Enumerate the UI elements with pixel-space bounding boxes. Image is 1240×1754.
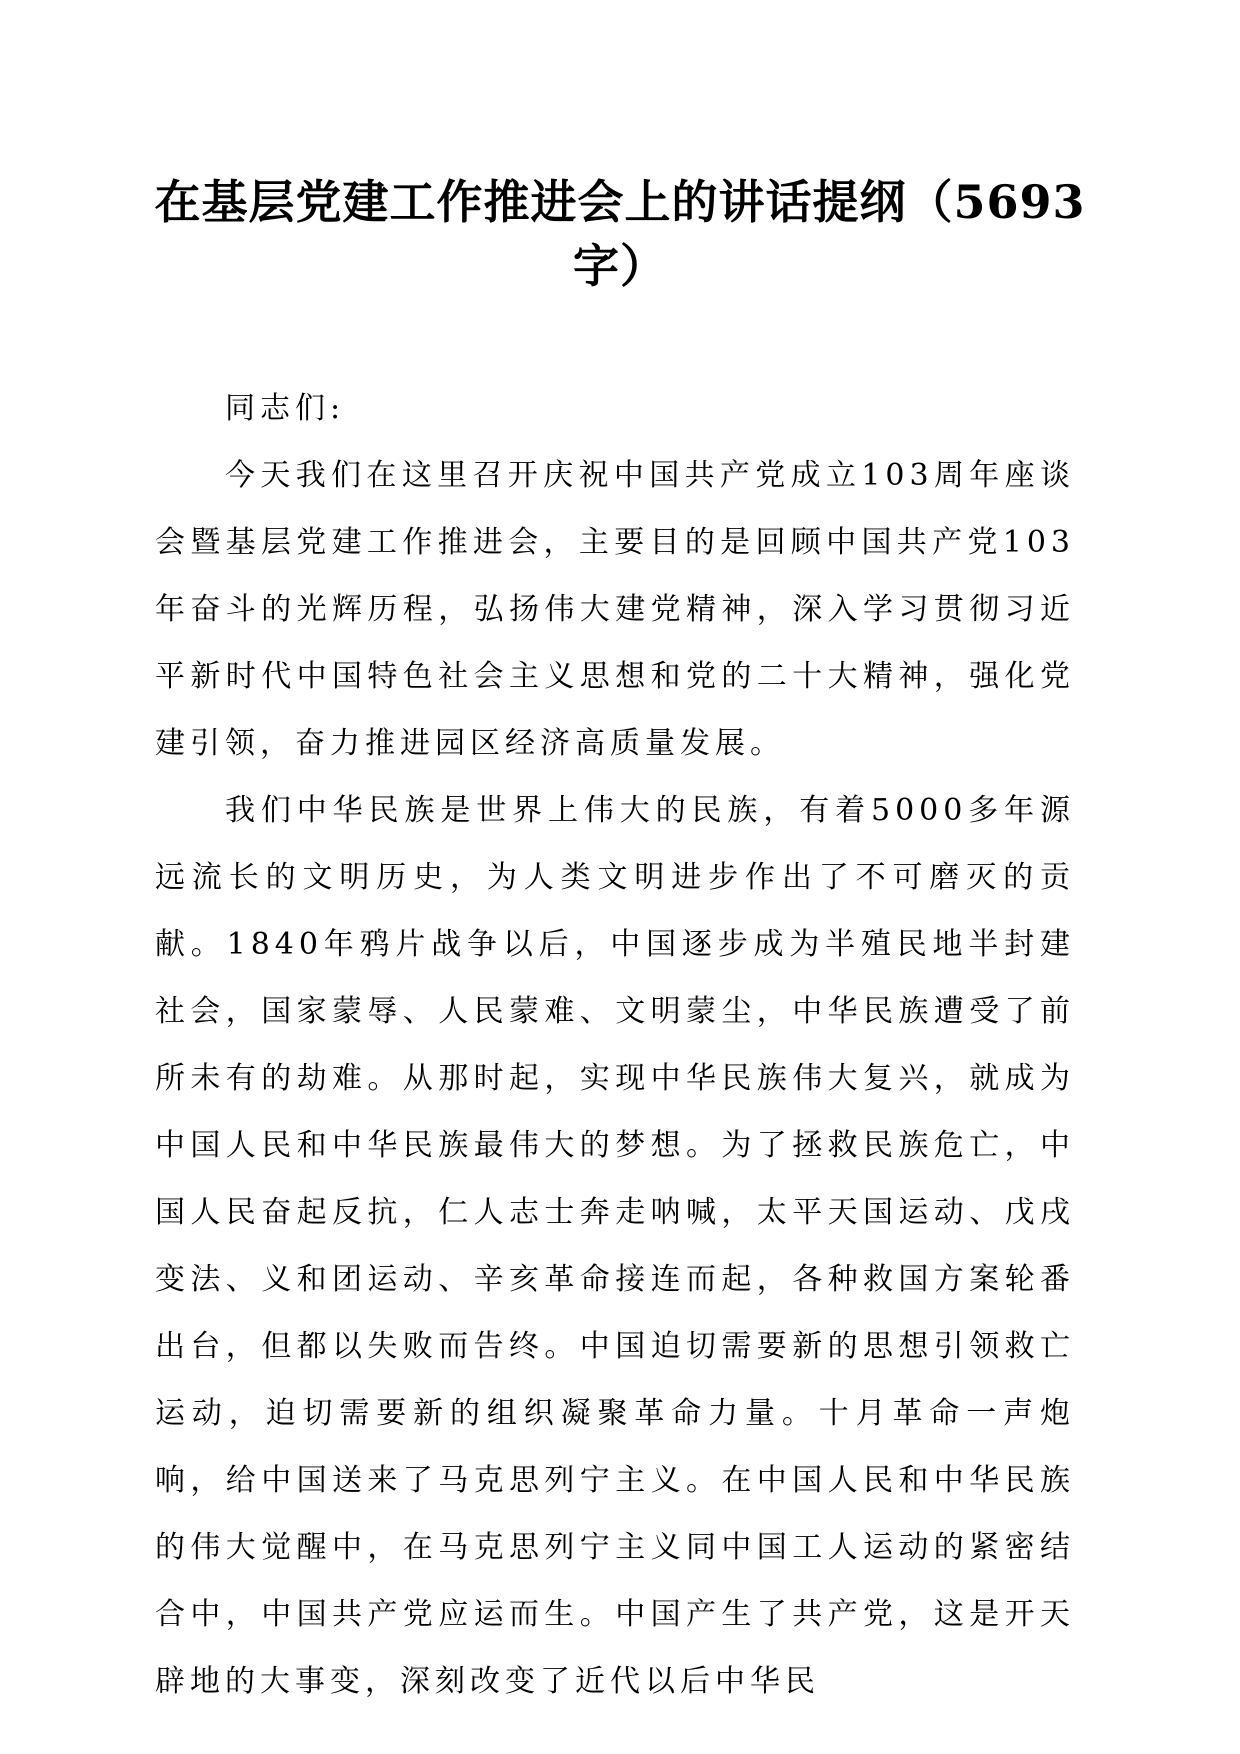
document-body xyxy=(155,375,1075,1715)
paragraph-2: 我们中华民族是世界上伟大的民族，有着5000多年源远流长的文明历史，为人类文明进步作出了不可磨灭的贡献。1840年鸦片战争以后，中国逐步成为半殖民地半封建社会，国家蒙辱、人民蒙难、文明蒙尘，中华民族遭受了前所未有的劫难。从那时起，实现中华民族伟大复兴，就成为中国人民和中华民族最伟大的梦想。为了拯救民族危亡，中国人民奋起反抗，仁人志士奔走呐喊，太平天国运动、戊戌变法、义和团运动、辛亥革命接连而起，各种救国方案轮番出台，但都以失败而告终。中国迫切需要新的思想引领救亡运动，迫切需要新的组织凝聚革命力量。十月革命一声炮响，给中国送来了马克思列宁主义。在中国人民和中华民族的伟大觉醒中，在马克思列宁主义同中国工人运动的紧密结合中，中国共产党应运而生。中国产生了共产党，这是开天辟地的大事变，深刻改变了近代以后中华民 xyxy=(155,793,1075,1699)
paragraph-1: 今天我们在这里召开庆祝中国共产党成立103周年座谈会暨基层党建工作推进会，主要目的是回顾中国共产党103年奋斗的光辉历程，弘扬伟大建党精神，深入学习贯彻习近平新时代中国特色社会主义思想和党的二十大精神，强化党建引领，奋力推进园区经济高质量发展。 xyxy=(155,458,1075,761)
document-title: 在基层党建工作推进会上的讲话提纲（5693字） xyxy=(154,175,1086,293)
greeting: 同志们: xyxy=(225,391,346,426)
